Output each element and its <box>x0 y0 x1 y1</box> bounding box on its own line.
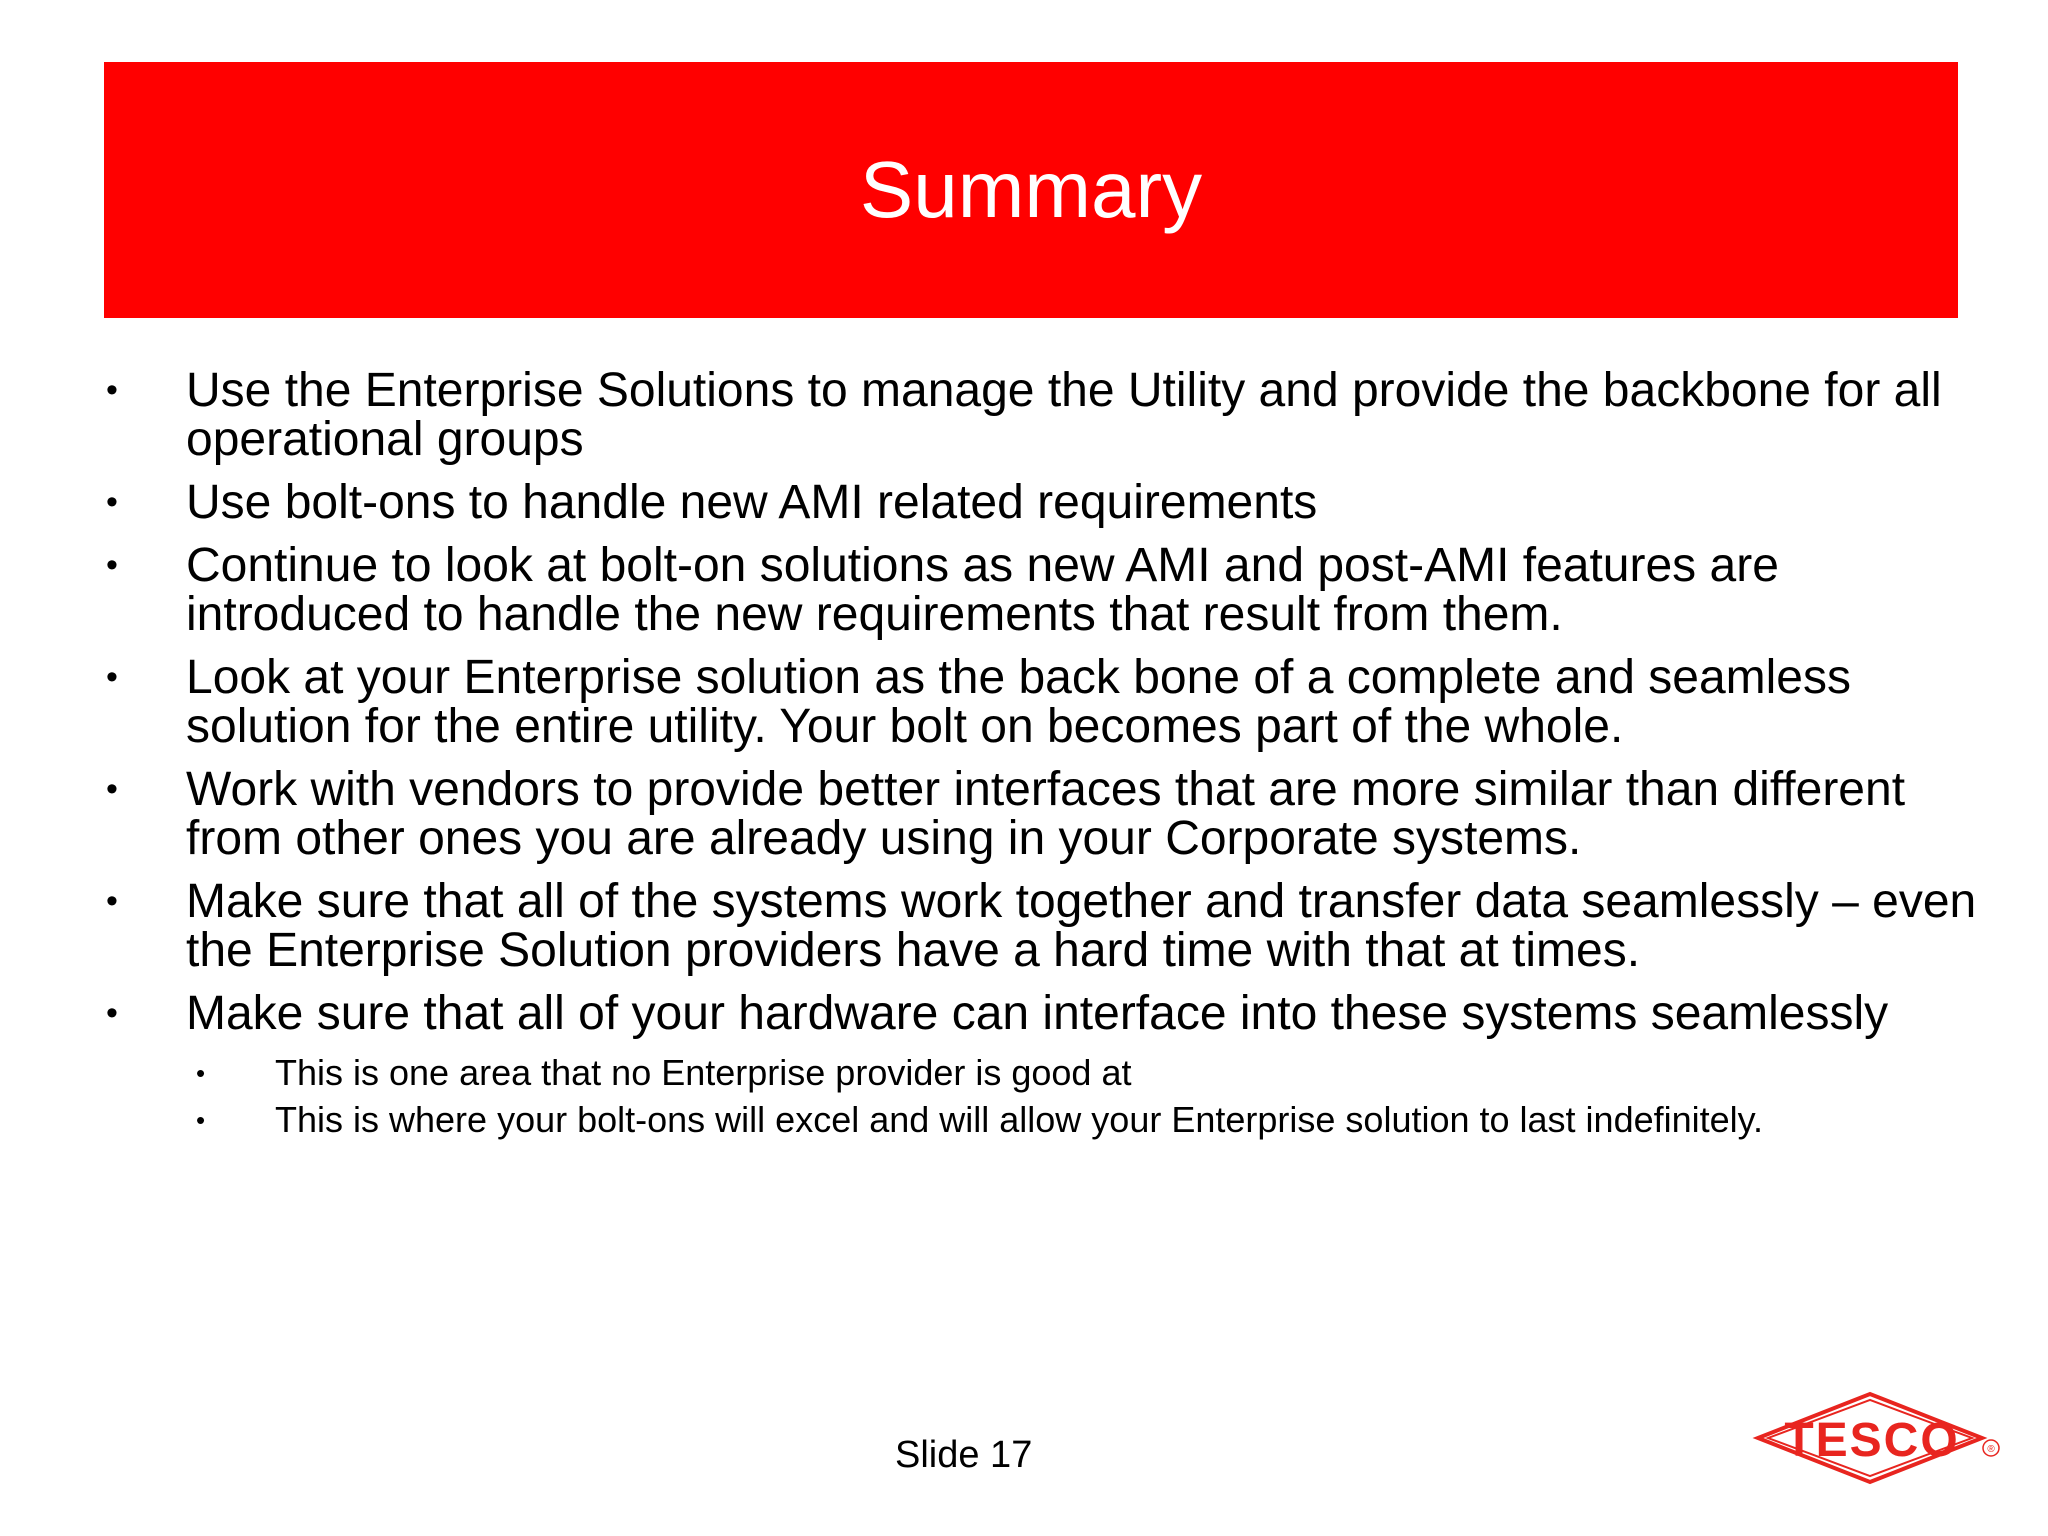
sub-bullet-text: This is where your bolt-ons will excel and will allow your Enterprise solution to last indefinitely. <box>275 1099 1763 1140</box>
bullet-dot-icon: • <box>106 658 118 696</box>
bullet-text: Work with vendors to provide better interfaces that are more similar than different from other ones you are already using in your Corporate systems. <box>186 763 1906 865</box>
bullet-item <box>0 877 2048 975</box>
logo-text: TESCO <box>1784 1414 1960 1467</box>
sub-bullet-text: This is one area that no Enterprise provider is good at <box>275 1052 1132 1093</box>
bullet-list <box>0 366 2048 1148</box>
registered-mark: ® <box>1987 1444 1995 1455</box>
bullet-text: Make sure that all of your hardware can interface into these systems seamlessly <box>186 987 1889 1040</box>
slide-title: Summary <box>859 145 1203 234</box>
bullet-text: Use the Enterprise Solutions to manage the Utility and provide the backbone for all operational groups <box>186 364 1942 466</box>
bullet-text: Continue to look at bolt-on solutions as new AMI and post-AMI features are introduced to handle the new requirements that result from them. <box>186 539 1779 641</box>
sub-bullet-item <box>0 1054 2048 1092</box>
slide-number: Slide 17 <box>895 1434 1033 1476</box>
bullet-dot-icon: • <box>106 371 118 409</box>
tesco-diamond-logo <box>1750 1388 2000 1488</box>
bullet-text: Use bolt-ons to handle new AMI related requirements <box>186 476 1318 529</box>
bullet-dot-icon: • <box>106 882 118 920</box>
title-bar <box>104 62 1958 318</box>
bullet-dot-icon: • <box>106 994 118 1032</box>
bullet-item <box>0 989 2048 1038</box>
bullet-item <box>0 541 2048 639</box>
bullet-item <box>0 765 2048 863</box>
bullet-dot-icon: • <box>106 483 118 521</box>
bullet-item <box>0 478 2048 527</box>
bullet-text: Look at your Enterprise solution as the back bone of a complete and seamless solution for the entire utility. Your bolt on becomes part of the whole. <box>186 651 1851 753</box>
bullet-dot-icon: • <box>196 1105 206 1135</box>
bullet-dot-icon: • <box>106 770 118 808</box>
bullet-dot-icon: • <box>106 546 118 584</box>
bullet-item <box>0 366 2048 464</box>
bullet-text: Make sure that all of the systems work together and transfer data seamlessly – even the Enterprise Solution providers have a hard time with that at times. <box>186 875 1977 977</box>
sub-bullet-item <box>0 1101 2048 1139</box>
bullet-dot-icon: • <box>196 1058 206 1088</box>
bullet-item <box>0 653 2048 751</box>
